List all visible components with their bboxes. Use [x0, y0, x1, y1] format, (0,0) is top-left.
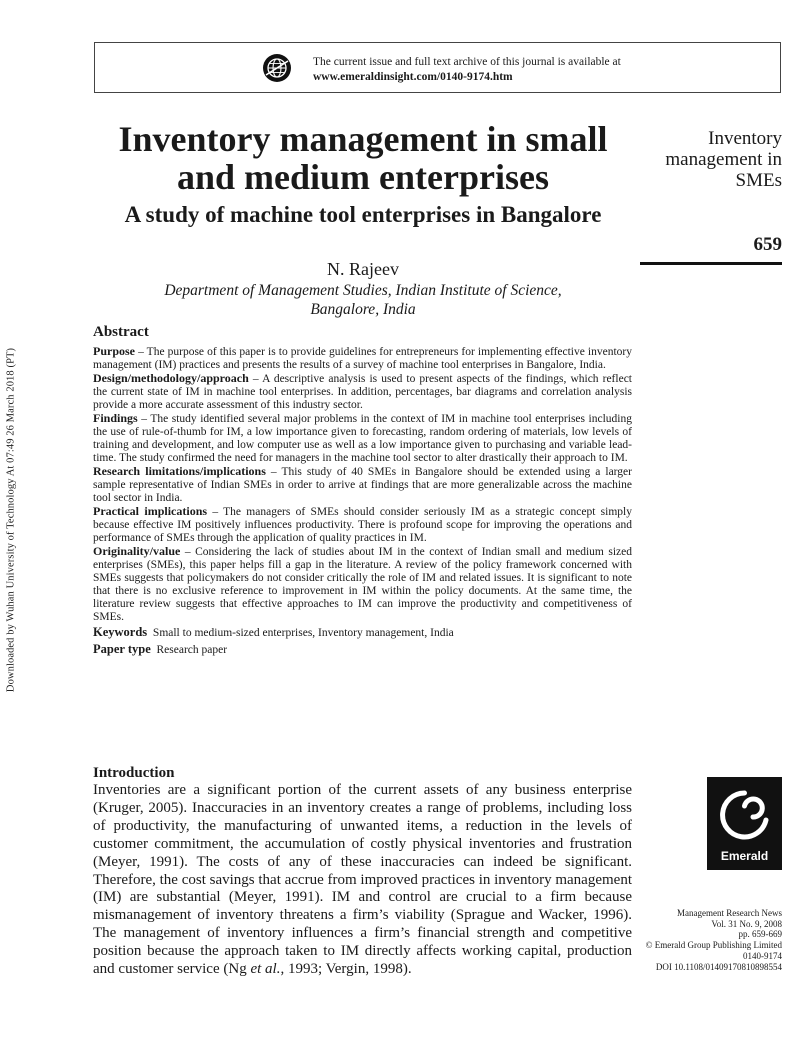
paper-type-text: Research paper	[156, 644, 228, 656]
abstract-label: Findings	[93, 411, 138, 425]
introduction-italic: et al.	[250, 961, 281, 978]
abstract-text: – Considering the lack of studies about IM in the context of Indian small and medium sized enterprises (SMEs), this paper helps fill a gap in the literature. A review of the policy framework concerned with SMEs suggests that policymakers do not consider critically the role of IM and related issues. It is significant to note that there is no exclusive reference to improvement in IM within the policy documents. At the same time, the literature review suggests that effective approaches to IM can improve the productivity and competitiveness of SMEs.	[93, 546, 632, 623]
abstract-text: – The study identified several major problems in the context of IM in machine tool enterprises including the use of rule-of-thumb for IM, a low importance given to forecasting, random ordering of materials, low levels of training and development, and low computer use as well as a low importance given to purchasing and variable lead-time. The study confirmed the need for managers in the machine tool sector to alter drastically their approach to IM.	[93, 413, 632, 464]
author-affiliation: Department of Management Studies, Indian Institute of Science, Bangalore, India	[164, 282, 562, 318]
paper-type-label: Paper type	[93, 642, 151, 656]
abstract-practical	[93, 505, 632, 545]
journal-url-link[interactable]: www.emeraldinsight.com/0140-9174.htm	[313, 71, 513, 83]
introduction-heading: Introduction	[93, 765, 175, 781]
keywords	[93, 625, 632, 641]
introduction-section	[93, 764, 632, 979]
abstract-text: – A descriptive analysis is used to present aspects of the findings, which reflect the current state of IM in machine tool enterprises. In addition, percentages, bar diagrams and correlation analysis provide a more accurate assessment of this industry sector.	[93, 373, 632, 411]
abstract-design	[93, 372, 632, 412]
keywords-label: Keywords	[93, 625, 148, 639]
journal-name: Management Research News	[677, 908, 782, 918]
download-stamp-text: Downloaded by Wuhan University of Technology At 07:49 26 March 2018 (PT)	[5, 347, 17, 693]
abstract-label: Practical implications	[93, 504, 208, 518]
abstract-text: – This study of 40 SMEs in Bangalore should be extended using a larger sample representative of Indian SMEs in order to arrive at findings that are more generalizable across the machine tool sector in India.	[93, 466, 632, 504]
page-number: 659	[753, 234, 782, 255]
abstract-originality	[93, 545, 632, 624]
doi: DOI 10.1108/01409170810898554	[655, 961, 782, 972]
download-stamp	[0, 0, 22, 1058]
abstract-section	[93, 324, 632, 658]
abstract-label: Research limitations/implications	[93, 464, 266, 478]
issn: 0140-9174	[743, 950, 782, 961]
running-head-title: Inventory management in SMEs	[665, 128, 782, 191]
page-range: pp. 659-669	[738, 929, 782, 940]
introduction-text: Inventories are a significant portion of the current assets of any business enterprise (Kruger, 2005). Inaccuracies in an inventory creates a range of problems, including loss of productivity, the manufacturing of unwanted items, a reduction in the levels of customer commitment, the accumulation of costly physical inventories and frustration (Meyer, 1991). The costs of any of these inaccuracies can indeed be significant. Therefore, the cost savings that accrue from improved practices in inventory management (IM) are substantial (Meyer, 1991). IM and control are crucial to a firm because mismanagement of inventory threatens a firm’s viability (Sprague and Wacker, 1996). The management of inventory influences a firm’s financial strength and competitive position because the approach taken to IM directly affects working capital, production and customer service (Ng	[93, 782, 632, 978]
abstract-text: – The managers of SMEs should consider seriously IM as a strategic concept simply because effective IM positively influences productivity. There is profound scope for improving the operations and performance of SMEs through the application of quality practices in IM.	[93, 506, 632, 544]
globe-icon	[262, 53, 292, 83]
journal-notice-box	[94, 42, 781, 93]
introduction-paragraph	[93, 782, 632, 979]
abstract-findings	[93, 412, 632, 465]
article-subtitle: A study of machine tool enterprises in Bangalore	[124, 202, 602, 227]
journal-volume: Vol. 31 No. 9, 2008	[711, 918, 782, 929]
journal-notice-text: The current issue and full text archive of this journal is available at	[313, 56, 621, 68]
abstract-label: Purpose	[93, 344, 135, 358]
abstract-label: Design/methodology/approach	[93, 371, 249, 385]
abstract-text: – The purpose of this paper is to provide guidelines for entrepreneurs for implementing effective inventory management (IM) practices and presents the results of a survey of machine tool enterprises in Bangalore, India.	[93, 346, 632, 371]
abstract-purpose	[93, 345, 632, 372]
copyright: © Emerald Group Publishing Limited	[645, 940, 782, 951]
emerald-logo-icon	[707, 781, 782, 851]
emerald-logo	[707, 777, 782, 870]
paper-type	[93, 642, 632, 658]
author-name: N. Rajeev	[327, 259, 399, 279]
journal-notice	[313, 55, 621, 85]
article-title: Inventory management in small and medium enterprises	[118, 119, 608, 197]
introduction-text-end: , 1993; Vergin, 1998).	[280, 961, 412, 978]
abstract-limitations	[93, 465, 632, 505]
publication-info	[632, 908, 782, 972]
running-head-rule	[640, 262, 782, 265]
emerald-wordmark: Emerald	[720, 849, 769, 863]
abstract-heading: Abstract	[93, 324, 149, 340]
keywords-text: Small to medium-sized enterprises, Inventory management, India	[152, 627, 454, 639]
abstract-label: Originality/value	[93, 544, 181, 558]
